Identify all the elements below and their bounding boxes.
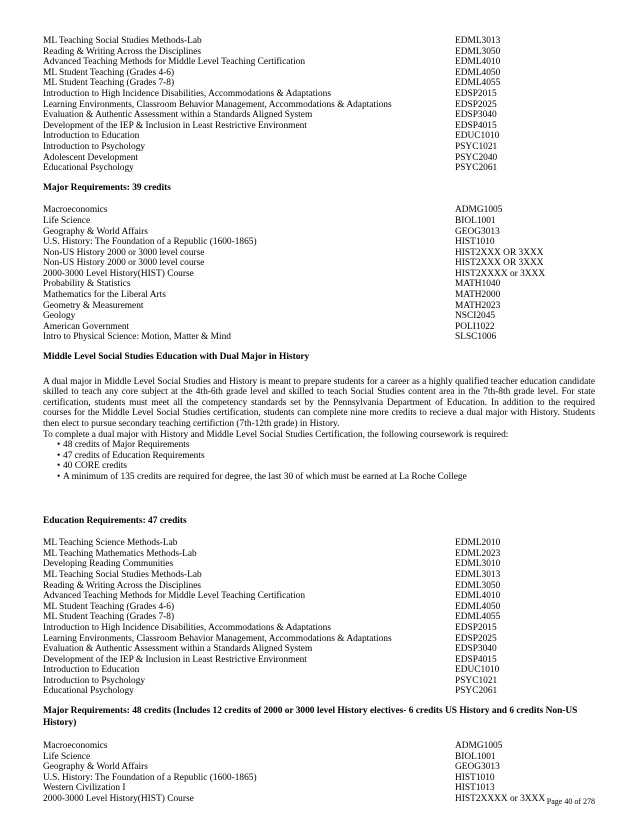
course-code: HIST1010 (455, 237, 495, 248)
course-title: Macroeconomics (43, 741, 108, 752)
course-list-major-48 (43, 741, 595, 805)
course-title: Life Science (43, 215, 91, 226)
course-title: Introduction to High Incidence Disabilities, Accommodations & Adaptations (43, 88, 331, 99)
course-row (43, 78, 595, 89)
course-row (43, 110, 595, 121)
course-row (43, 676, 595, 687)
course-title: Evaluation & Authentic Assessment within a Standards Aligned System (43, 110, 313, 121)
course-title: Geometry & Measurement (43, 300, 144, 311)
course-code: EDML4050 (455, 601, 501, 612)
course-code: EDUC1010 (455, 131, 500, 142)
course-title: ML Teaching Social Studies Methods-Lab (43, 569, 202, 580)
course-row (43, 290, 595, 301)
page-number: Page 40 of 278 (546, 797, 595, 806)
course-code: EDML3050 (455, 46, 501, 57)
section-heading-education-47: Education Requirements: 47 credits (43, 515, 187, 526)
spacer (43, 483, 595, 507)
course-row (43, 332, 595, 343)
course-title: ML Student Teaching (Grades 4-6) (43, 601, 175, 612)
course-title: Development of the IEP & Inclusion in Least Restrictive Environment (43, 654, 307, 665)
course-title: U.S. History: The Foundation of a Republic (1600-1865) (43, 772, 257, 783)
dual-major-requirements-list (43, 440, 595, 482)
course-title: Mathematics for the Liberal Arts (43, 290, 166, 301)
course-row (43, 322, 595, 333)
course-title: Introduction to Psychology (43, 141, 146, 152)
course-title: Probability & Statistics (43, 279, 131, 290)
course-title: Educational Psychology (43, 163, 134, 174)
course-title: Geography & World Affairs (43, 226, 148, 237)
course-row (43, 559, 595, 570)
course-code: EDSP2025 (455, 633, 497, 644)
course-code: MATH2023 (455, 300, 501, 311)
course-code: EDML2023 (455, 548, 501, 559)
course-title: Geology (43, 311, 76, 322)
course-title: ML Student Teaching (Grades 4-6) (43, 67, 175, 78)
course-row (43, 762, 595, 773)
course-code: HIST2XXX OR 3XXX (455, 247, 544, 258)
course-row (43, 741, 595, 752)
course-title: 2000-3000 Level History(HIST) Course (43, 794, 194, 805)
course-row (43, 783, 595, 794)
course-title: Intro to Physical Science: Motion, Matter & Mind (43, 332, 231, 343)
course-code: EDSP3040 (455, 110, 497, 121)
dual-major-intro: To complete a dual major with History and Middle Level Social Studies Certification, the following coursework is required: (43, 429, 509, 440)
course-row (43, 205, 595, 216)
course-code: EDML4010 (455, 591, 501, 602)
course-code: PSYC1021 (455, 141, 498, 152)
course-row (43, 142, 595, 153)
course-title: Reading & Writing Across the Disciplines (43, 46, 202, 57)
course-title: Educational Psychology (43, 686, 134, 697)
course-title: Development of the IEP & Inclusion in Least Restrictive Environment (43, 120, 307, 131)
course-code: PSYC2061 (455, 163, 498, 174)
course-code: HIST1010 (455, 772, 495, 783)
course-title: ML Teaching Mathematics Methods-Lab (43, 548, 197, 559)
course-title: Reading & Writing Across the Disciplines (43, 580, 202, 591)
course-row (43, 237, 595, 248)
course-list-education-continued (43, 36, 595, 174)
course-row (43, 258, 595, 269)
course-code: PSYC2040 (455, 152, 498, 163)
course-code: ADMG1005 (455, 741, 503, 752)
course-code: EDSP2015 (455, 88, 497, 99)
course-code: EDML3013 (455, 569, 501, 580)
course-row (43, 311, 595, 322)
course-code: MATH1040 (455, 279, 501, 290)
course-title: Introduction to Psychology (43, 675, 146, 686)
course-title: Introduction to Education (43, 665, 140, 676)
course-code: GEOG3013 (455, 226, 500, 237)
course-row (43, 581, 595, 592)
course-code: SLSC1006 (455, 332, 497, 343)
course-code: NSCI2045 (455, 311, 496, 322)
course-title: Macroeconomics (43, 205, 108, 216)
course-row (43, 634, 595, 645)
course-code: EDSP3040 (455, 644, 497, 655)
course-title: Introduction to High Incidence Disabilities, Accommodations & Adaptations (43, 622, 331, 633)
course-title: Introduction to Education (43, 131, 140, 142)
course-title: Developing Reading Communities (43, 559, 174, 570)
course-row (43, 216, 595, 227)
course-row (43, 773, 595, 784)
course-code: HIST1013 (455, 783, 495, 794)
course-title: ML Student Teaching (Grades 7-8) (43, 78, 175, 89)
course-row (43, 131, 595, 142)
course-code: EDSP4015 (455, 654, 497, 665)
course-title: Non-US History 2000 or 3000 level course (43, 258, 205, 269)
course-title: Life Science (43, 751, 91, 762)
course-title: 2000-3000 Level History(HIST) Course (43, 268, 194, 279)
course-title: Advanced Teaching Methods for Middle Level Teaching Certification (43, 57, 306, 68)
course-title: ML Teaching Social Studies Methods-Lab (43, 36, 202, 46)
course-code: EDML3050 (455, 580, 501, 591)
course-title: ML Student Teaching (Grades 7-8) (43, 612, 175, 623)
list-item: • 40 CORE credits (63, 461, 595, 472)
course-code: HIST2XXXX or 3XXX (455, 268, 546, 279)
course-code: MATH2000 (455, 290, 501, 301)
course-title: ML Teaching Science Methods-Lab (43, 538, 178, 549)
course-code: POLI1022 (455, 321, 495, 332)
course-code: BIOL1001 (455, 751, 496, 762)
course-code: EDML3013 (455, 36, 501, 46)
course-row (43, 100, 595, 111)
course-row (43, 301, 595, 312)
course-code: EDSP2025 (455, 99, 497, 110)
course-code: ADMG1005 (455, 205, 503, 216)
section-heading-major-39: Major Requirements: 39 credits (43, 182, 171, 193)
course-code: HIST2XXXX or 3XXX (455, 794, 546, 805)
section-heading-dual-major: Middle Level Social Studies Education with Dual Major in History (43, 352, 310, 363)
list-item: • 47 credits of Education Requirements (63, 451, 595, 462)
course-code: EDML4010 (455, 57, 501, 68)
course-code: BIOL1001 (455, 215, 496, 226)
course-code: EDML4050 (455, 67, 501, 78)
course-row (43, 227, 595, 238)
course-row (43, 549, 595, 560)
course-row (43, 279, 595, 290)
course-title: Learning Environments, Classroom Behavior Management, Accommodations & Adaptations (43, 633, 392, 644)
course-code: EDML4055 (455, 612, 501, 623)
course-row (43, 794, 595, 805)
course-row (43, 163, 595, 174)
course-list-major-39 (43, 205, 595, 343)
course-title: Advanced Teaching Methods for Middle Level Teaching Certification (43, 591, 306, 602)
dual-major-description: A dual major in Middle Level Social Studies and History is meant to prepare students for a career as a highly qualified teacher education candidate skilled to teach any core subject at the 4th-6th grade level and skilled to teach Social Studies content area in the 7th-8th grade level. For state certification, students must meet all the competency standards set by the Pennsylvania Department of Education. In addition to the required courses for the Middle Level Social Studies certification, students can complete nine more credits to recieve a dual major with History. Students then elect to pursue secondary teaching certifiction (7th-12th grade) in History. (43, 376, 595, 429)
course-title: Western Civilization I (43, 783, 126, 794)
document-page (43, 36, 595, 805)
course-row (43, 644, 595, 655)
course-row (43, 612, 595, 623)
course-row (43, 269, 595, 280)
course-title: Adolescent Development (43, 152, 139, 163)
course-title: Learning Environments, Classroom Behavior Management, Accommodations & Adaptations (43, 99, 392, 110)
course-code: EDML2010 (455, 538, 501, 549)
course-row (43, 248, 595, 259)
course-row (43, 57, 595, 68)
course-row (43, 665, 595, 676)
section-heading-major-48: Major Requirements: 48 credits (Includes 12 credits of 2000 or 3000 level History electives- 6 credits US History and 6 credits Non-US History) (43, 706, 578, 728)
course-title: U.S. History: The Foundation of a Republic (1600-1865) (43, 237, 257, 248)
course-code: PSYC2061 (455, 686, 498, 697)
course-code: EDSP2015 (455, 622, 497, 633)
course-row (43, 153, 595, 164)
course-list-education-47 (43, 538, 595, 697)
course-row (43, 591, 595, 602)
course-code: EDML4055 (455, 78, 501, 89)
course-row (43, 655, 595, 666)
list-item: • 48 credits of Major Requirements (63, 440, 595, 451)
course-row (43, 623, 595, 634)
course-code: PSYC1021 (455, 675, 498, 686)
course-row (43, 686, 595, 697)
course-row (43, 47, 595, 58)
course-row (43, 121, 595, 132)
course-row (43, 68, 595, 79)
course-code: GEOG3013 (455, 762, 500, 773)
course-code: EDUC1010 (455, 665, 500, 676)
course-row (43, 570, 595, 581)
course-title: Evaluation & Authentic Assessment within a Standards Aligned System (43, 644, 313, 655)
course-code: HIST2XXX OR 3XXX (455, 258, 544, 269)
course-code: EDML3010 (455, 559, 501, 570)
course-row (43, 602, 595, 613)
course-code: EDSP4015 (455, 120, 497, 131)
list-item: • A minimum of 135 credits are required for degree, the last 30 of which must be earned at La Roche College (63, 472, 595, 483)
course-row (43, 36, 595, 47)
course-row (43, 752, 595, 763)
course-row (43, 538, 595, 549)
course-title: American Government (43, 321, 130, 332)
course-title: Geography & World Affairs (43, 762, 148, 773)
course-row (43, 89, 595, 100)
course-title: Non-US History 2000 or 3000 level course (43, 247, 205, 258)
